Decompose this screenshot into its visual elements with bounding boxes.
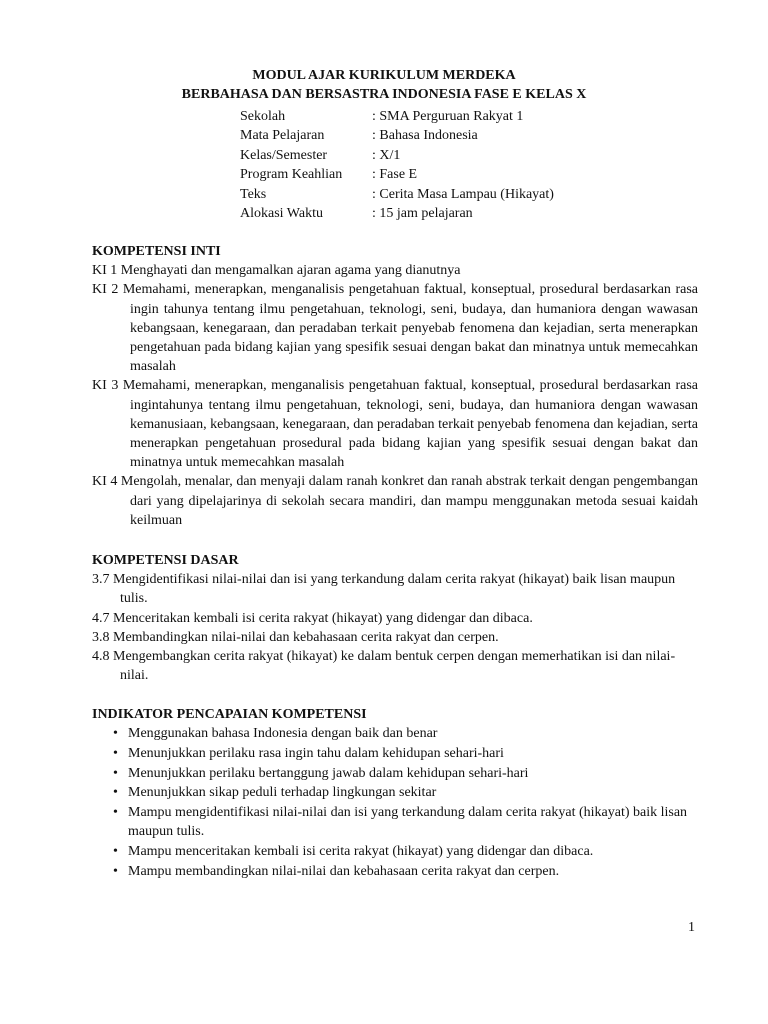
list-item-text: Mampu membandingkan nilai-nilai dan kebahasaan cerita rakyat dan cerpen. [128,863,560,879]
info-label: Sekolah [240,109,286,124]
list-item-text: Menunjukkan sikap peduli terhadap lingkungan sekitar [128,785,437,801]
list-item-text: Mampu menceritakan kembali isi cerita rakyat (hikayat) yang didengar dan dibaca. [128,843,594,859]
kd-item: 4.7 Menceritakan kembali isi cerita rakyat (hikayat) yang didengar dan dibaca. [92,610,533,626]
info-label: Kelas/Semester [240,147,328,163]
list-item-text: Menunjukkan perilaku bertanggung jawab dalam kehidupan sehari-hari [128,765,529,781]
kd-item: 3.7 Mengidentifikasi nilai-nilai dan isi yang terkandung dalam cerita rakyat (hikayat) baik lisan maupun tulis. [92,572,676,607]
info-value: : 15 jam pelajaran [372,205,473,221]
bullet-icon: • [113,785,118,801]
info-row-teks [240,185,554,204]
bullet-icon: • [113,843,118,859]
info-label: Teks [240,186,267,202]
section-heading: KOMPETENSI DASAR [92,553,239,568]
info-label: Alokasi Waktu [240,205,323,221]
page-number: 1 [688,920,695,935]
info-value: : X/1 [372,147,401,163]
info-value: : Cerita Masa Lampau (Hikayat) [372,186,554,202]
kd-item: 4.8 Mengembangkan cerita rakyat (hikayat) ke dalam bentuk cerpen dengan memerhatikan isi dan nilai-nilai. [92,649,676,684]
indikator-section [92,705,698,881]
list-item [92,764,698,783]
indikator-list [92,724,698,881]
info-value: : SMA Perguruan Rakyat 1 [372,109,524,124]
list-item [92,744,698,763]
info-row-program-keahlian [240,165,554,184]
ki-item: KI 2 Memahami, menerapkan, menganalisis pengetahuan faktual, konseptual, prosedural berdasarkan rasa ingin tahunya tentang ilmu pengetahuan, teknologi, seni, budaya, dan humaniora dengan wawasan kebangsaan, kenegaraan, dan peradaban terkait penyebab fenomena dan kejadian, serta menerapkan pengetahuan pada bidang kajian yang spesifik sesuai dengan bakat dan minatnya untuk memecahkan masalah [92,282,698,375]
info-value: : Bahasa Indonesia [372,128,478,144]
list-item [92,783,698,802]
list-item [92,862,698,881]
info-row-alokasi-waktu [240,204,554,223]
bullet-icon: • [113,863,118,879]
info-row-kelas-semester [240,146,554,165]
bullet-icon: • [113,745,118,761]
list-item [92,842,698,861]
ki-item: KI 4 Mengolah, menalar, dan menyaji dalam ranah konkret dan ranah abstrak terkait dengan pengembangan dari yang dipelajarinya di sekolah secara mandiri, dan mampu menggunakan metoda sesuai kaidah keilmuan [92,474,698,528]
bullet-icon: • [113,726,118,742]
section-heading: INDIKATOR PENCAPAIAN KOMPETENSI [92,707,367,722]
document-title [0,66,768,105]
list-item [92,803,698,841]
info-table [240,107,554,223]
kompetensi-dasar-section [92,551,698,685]
list-item-text: Menggunakan bahasa Indonesia dengan baik dan benar [128,726,438,742]
section-heading: KOMPETENSI INTI [92,244,221,259]
ki-item: KI 1 Menghayati dan mengamalkan ajaran agama yang dianutnya [92,263,461,279]
bullet-icon: • [113,805,118,821]
title-line-1: MODUL AJAR KURIKULUM MERDEKA [252,68,516,83]
info-row-sekolah [240,107,554,126]
list-item [92,724,698,743]
list-item-text: Mampu mengidentifikasi nilai-nilai dan isi yang terkandung dalam cerita rakyat (hikayat) baik lisan maupun tulis. [128,805,688,840]
title-line-2: BERBAHASA DAN BERSASTRA INDONESIA FASE E KELAS X [181,87,587,103]
info-label: Program Keahlian [240,167,343,183]
ki-item: KI 3 Memahami, menerapkan, menganalisis pengetahuan faktual, konseptual, prosedural berdasarkan rasa ingintahunya tentang ilmu pengetahuan, teknologi, seni, budaya, dan humaniora dengan wawasan kemanusiaan, kebangsaan, kenegaraan, dan peradaban terkait penyebab fenomena dan kejadian, serta menerapkan pengetahuan prosedural pada bidang kajian yang spesifik sesuai dengan bakat dan minatnya untuk memecahkan masalah [92,378,698,471]
kompetensi-inti-section [92,242,698,530]
info-value: : Fase E [372,167,418,183]
list-item-text: Menunjukkan perilaku rasa ingin tahu dalam kehidupan sehari-hari [128,745,504,761]
kd-item: 3.8 Membandingkan nilai-nilai dan kebahasaan cerita rakyat dan cerpen. [92,629,499,645]
info-label: Mata Pelajaran [240,128,325,144]
bullet-icon: • [113,765,118,781]
info-row-mata-pelajaran [240,126,554,145]
